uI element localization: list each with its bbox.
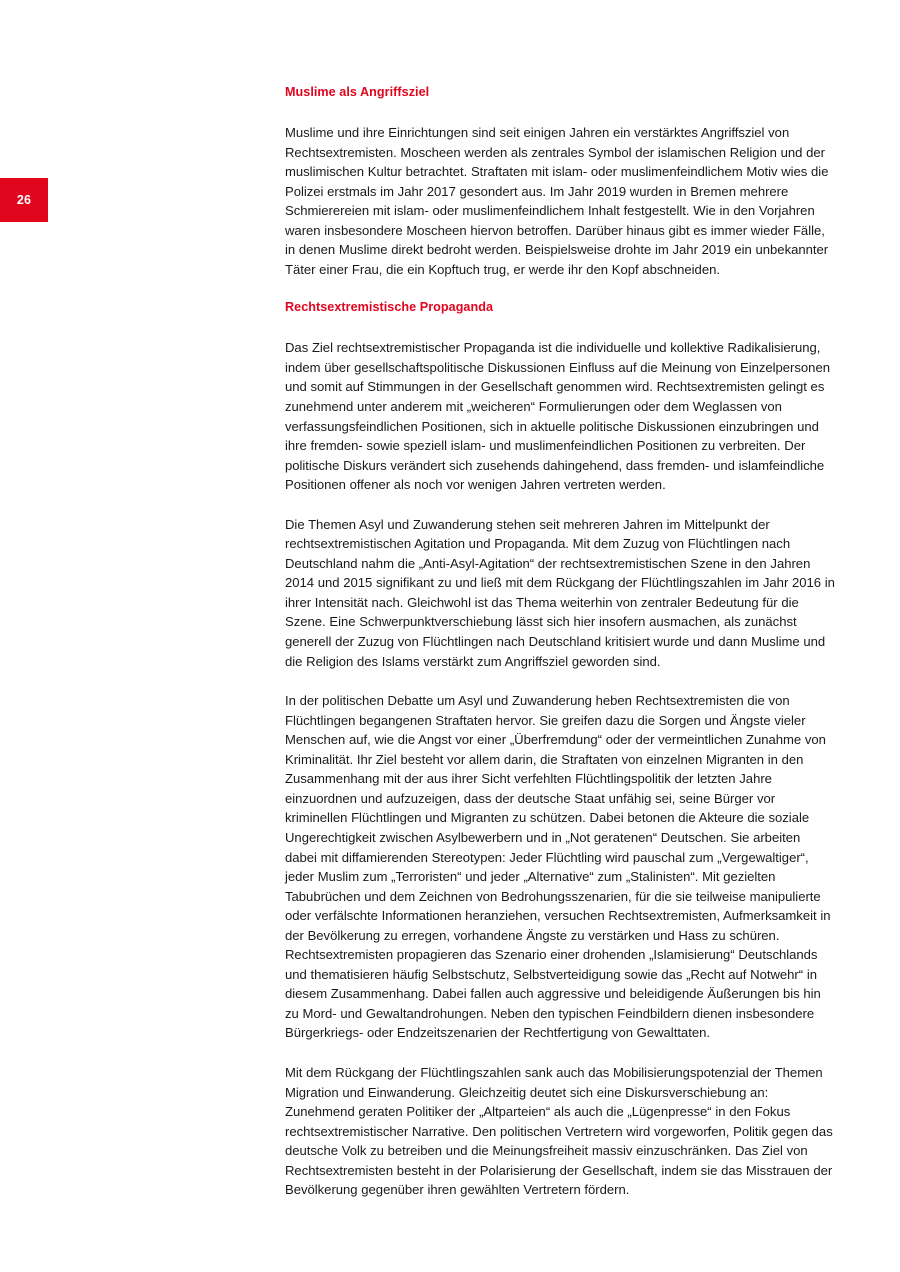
section-rechtsextremistische-propaganda — [285, 299, 835, 1199]
section-heading: Muslime als Angriffsziel — [285, 85, 430, 99]
body-paragraph: Das Ziel rechtsextremistischer Propaganda ist die individuelle und kollektive Radikalisierung, indem über gesellschaftspolitische Diskussionen Einfluss auf die Meinung von Einzelpersonen und somit auf Stimmungen in der Gesellschaft genommen wird. Rechtsextremisten gelingt es zunehmend unter anderem mit „weicheren“ Formulierungen oder dem Weglassen von verfassungsfeindlichen Positionen, sich in aktuelle politische Diskussionen einzubringen und ihre fremden- sowie speziell islam- und muslimenfeindlichen Positionen zu verbreiten. Der politische Diskurs verändert sich zusehends dahingehend, dass fremden- und islamfeindliche Positionen offener als noch vor wenigen Jahren vertreten werden. — [285, 340, 830, 493]
body-paragraph: Mit dem Rückgang der Flüchtlingszahlen sank auch das Mobilisierungspotenzial der Themen Migration und Einwanderung. Gleichzeitig deutet sich eine Diskursverschiebung an: Zunehmend geraten Politiker der „Altparteien“ als auch die „Lügenpresse“ in den Fokus rechtsextremistischer Narrative. Den politischen Vertretern wird vorgeworfen, Politik gegen das deutsche Volk zu betreiben und die Meinungsfreiheit massiv einzuschränken. Das Ziel von Rechtsextremisten besteht in der Polarisierung der Gesellschaft, indem sie das Misstrauen der Bevölkerung gegenüber ihren gewählten Vertretern fördern. — [285, 1064, 833, 1198]
section-muslime-als-angriffsziel — [285, 84, 835, 279]
page-number-label: 26 — [16, 192, 32, 207]
page-number-tab — [0, 178, 48, 222]
body-paragraph: Die Themen Asyl und Zuwanderung stehen seit mehreren Jahren im Mittelpunkt der rechtsextremistischen Agitation und Propaganda. Mit dem Zuzug von Flüchtlingen nach Deutschland nahm die „Anti-Asyl-Agitation“ der rechtsextremistischen Szene in den Jahren 2014 und 2015 signifikant zu und ließ mit dem Rückgang der Flüchtlingszahlen im Jahr 2016 in ihrer Intensität nach. Gleichwohl ist das Thema weiterhin von zentraler Bedeutung für die Szene. Eine Schwerpunktverschiebung lässt sich hier insofern ausmachen, als zunächst generell der Zuzug von Flüchtlingen nach Deutschland kritisiert wurde und dann Muslime und die Religion des Islams verstärkt zum Angriffsziel geworden sind. — [285, 516, 835, 669]
body-paragraph: In der politischen Debatte um Asyl und Zuwanderung heben Rechtsextremisten die von Flüchtlingen begangenen Straftaten hervor. Sie greifen dazu die Sorgen und Ängste vieler Menschen auf, wie die Angst vor einer „Überfremdung“ oder der vermeintlichen Zunahme von Kriminalität. Ihr Ziel besteht vor allem darin, die Straftaten von einzelnen Migranten in den Zusammenhang mit der aus ihrer Sicht verfehlten Flüchtlingspolitik der letzten Jahre einzuordnen und aufzuzeigen, dass der deutsche Staat unfähig sei, seine Bürger vor kriminellen Flüchtlingen und Migranten zu schützen. Dabei betonen die Akteure die soziale Ungerechtigkeit zwischen Asylbewerbern und in „Not geratenen“ Deutschen. Sie arbeiten dabei mit diffamierenden Stereotypen: Jeder Flüchtling wird pauschal zum „Vergewaltiger“, jeder Muslim zum „Terroristen“ und jeder „Alternative“ zum „Stalinisten“. Mit gezielten Tabubrüchen und dem Zeichnen von Bedrohungsszenarien, für die sie teilweise manipulierte oder verfälschte Informationen heranziehen, versuchen Rechtsextremisten, Aufmerksamkeit in der Bevölkerung zu erregen, vorhandene Ängste zu verstärken und Hass zu schüren. Rechtsextremisten propagieren das Szenario einer drohenden „Islamisierung“ Deutschlands und thematisieren häufig Selbstschutz, Selbstverteidigung sowie das „Recht auf Notwehr“ in diesem Zusammenhang. Dabei fallen auch aggressive und beleidigende Äußerungen bis hin zu Mord- und Gewaltandrohungen. Neben den typischen Feindbildern dienen insbesondere Bürgerkriegs- oder Endzeitszenarien der Rechtfertigung von Gewalttaten. — [285, 693, 831, 1041]
content-column — [285, 84, 835, 1200]
body-paragraph: Muslime und ihre Einrichtungen sind seit einigen Jahren ein verstärktes Angriffsziel von Rechtsextremisten. Moscheen werden als zentrales Symbol der islamischen Religion und der muslimischen Kultur betrachtet. Straftaten mit islam- oder muslimenfeindlichem Motiv wies die Polizei erstmals im Jahr 2017 gesondert aus. Im Jahr 2019 wurden in Bremen mehrere Schmierereien mit islam- oder muslimenfeindlichem Inhalt festgestellt. Wie in den Vorjahren waren insbesondere Moscheen hiervon betroffen. Darüber hinaus gibt es immer wieder Fälle, in denen Muslime direkt bedroht werden. Beispielsweise drohte im Jahr 2019 ein unbekannter Täter einer Frau, die ein Kopftuch trug, er werde ihr den Kopf abschneiden. — [285, 125, 829, 277]
section-heading: Rechtsextremistische Propaganda — [285, 300, 494, 315]
